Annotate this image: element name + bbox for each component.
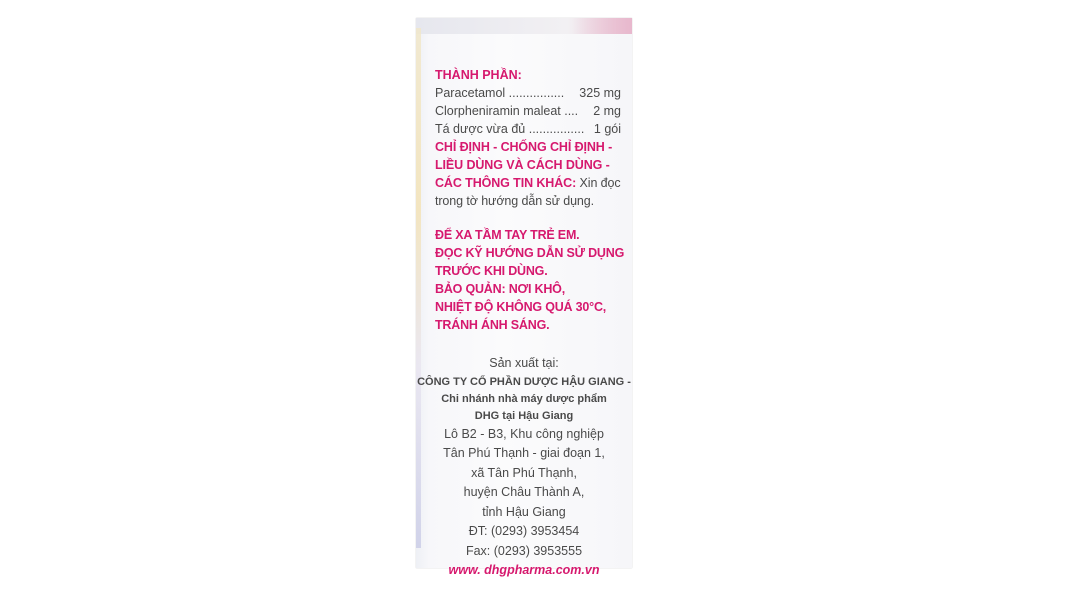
ingredients-heading: THÀNH PHẦN: [435,68,522,82]
fax-number: Fax: (0293) 3953555 [465,543,583,558]
company-branch: Chi nhánh nhà máy dược phẩm [441,392,607,405]
ingredient-row [435,120,621,138]
address-line: huyện Châu Thành A, [463,485,585,499]
indications-heading: CÁC THÔNG TIN KHÁC: [435,176,577,190]
indications-tail: Xin đọc [576,176,621,190]
indications-line: trong tờ hướng dẫn sử dụng. [435,194,595,208]
ingredient-row [435,84,621,102]
ingredient-name: Tá dược vừa đủ ................ [435,122,585,136]
composition-section [435,66,625,334]
flap-pink-tint [572,18,632,34]
manufacturer-label: Sản xuất tại: [489,356,559,370]
address-line: Lô B2 - B3, Khu công nghiệp [444,426,604,441]
ingredient-name: Clorpheniramin maleat .... [435,104,579,118]
indications-line: CHỈ ĐỊNH - CHỐNG CHỈ ĐỊNH - [435,140,613,154]
ingredient-amount: 325 mg [579,86,621,100]
warning-line: NHIỆT ĐỘ KHÔNG QUÁ 30°C, [435,300,607,314]
manufacturer-section [416,354,632,581]
indications-line [435,174,621,192]
company-location: DHG tại Hậu Giang [474,409,574,422]
website-url: www. dhgpharma.com.vn [448,563,600,577]
warning-line: TRÁNH ÁNH SÁNG. [435,318,550,332]
medicine-box-side-panel [416,18,632,577]
ingredient-amount: 1 gói [593,122,621,136]
box-top-flap [416,18,632,34]
warning-line: TRƯỚC KHI DÙNG. [435,264,548,278]
warnings-block [435,226,625,334]
warning-line: BẢO QUẢN: NƠI KHÔ, [435,282,565,296]
address-line: xã Tân Phú Thạnh, [471,465,577,480]
company-name: CÔNG TY CỔ PHẦN DƯỢC HẬU GIANG - [417,375,631,388]
address-line: tỉnh Hậu Giang [482,504,566,519]
address-line: Tân Phú Thạnh - giai đoạn 1, [443,446,605,460]
indications-line: LIỀU DÙNG VÀ CÁCH DÙNG - [435,158,610,172]
phone-number: ĐT: (0293) 3953454 [468,524,580,538]
warning-line: ĐỌC KỸ HƯỚNG DẪN SỬ DỤNG [435,246,625,260]
ingredient-amount: 2 mg [593,104,621,118]
warning-line: ĐỂ XA TẦM TAY TRẺ EM. [435,228,580,242]
ingredient-row [435,102,621,120]
ingredient-name: Paracetamol ................ [435,86,565,100]
